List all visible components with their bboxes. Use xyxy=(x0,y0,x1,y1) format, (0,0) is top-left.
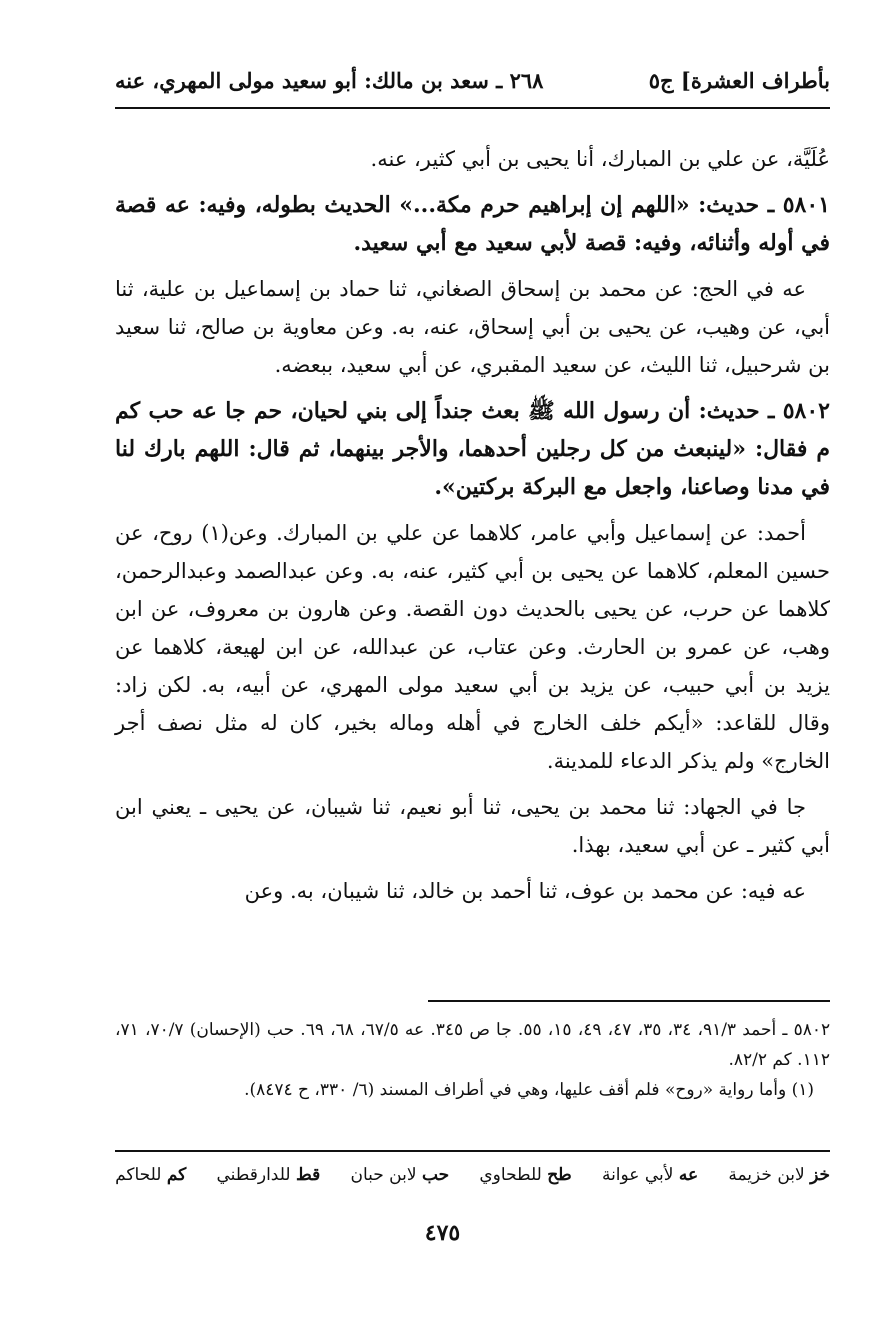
text-paragraph: عه في الحج: عن محمد بن إسحاق الصغاني، ثنا حماد بن إسماعيل بن علية، ثنا أبي، عن وهيب، عن يحيى بن أبي إسحاق، عنه، به. وعن معاوية بن صالح، ثنا سعيد بن شرحبيل، ثنا الليث، عن سعيد المقبري، عن أبي سعيد، ببعضه. xyxy=(115,277,830,377)
page-number: ٤٧٥ xyxy=(424,1220,461,1246)
sigla-item: عه لأبي عوانة xyxy=(601,1165,699,1185)
sigla-divider xyxy=(115,1150,830,1152)
text-paragraph: عه فيه: عن محمد بن عوف، ثنا أحمد بن خالد، ثنا شيبان، به. وعن xyxy=(244,879,806,903)
header-chapter-title: ٢٦٨ ـ سعد بن مالك: أبو سعيد مولى المهري، عنه xyxy=(115,67,544,93)
footnote-references: ٥٨٠٢ ـ أحمد ٩١/٣، ٣٤، ٣٥، ٤٧، ٤٩، ١٥، ٥٥. جا ص ٣٤٥. عه ٦٧/٥، ٦٨، ٦٩. حب (الإحسان) ٧٠/٧، ٧١، ١١٢. كم ٨٢/٢. xyxy=(115,1020,831,1070)
sigla-item: طح للطحاوي xyxy=(479,1165,572,1185)
main-text xyxy=(115,140,830,918)
header-book-title: بأطراف العشرة] ج٥ xyxy=(648,67,830,93)
text-paragraph: أحمد: عن إسماعيل وأبي عامر، كلاهما عن علي بن المبارك. وعن(١) روح، عن حسين المعلم، كلاهما عن يحيى بن أبي كثير، عنه، به. وعن عبدالصمد وعبدالرحمن، كلاهما عن حرب، عن يحيى بالحديث دون القصة. وعن هارون بن معروف، عن ابن وهب، عن عمرو بن الحارث. وعن عتاب، عن عبدالله، عن ابن لهيعة، كلاهما عن يزيد بن أبي حبيب، عن يزيد بن أبي سعيد مولى المهري، عن أبيه، به. لكن زاد: وقال للقاعد: «أيكم خلف الخارج في أهله وماله بخير، كان له مثل نصف أجر الخارج» ولم يذكر الدعاء للمدينة. xyxy=(115,521,830,773)
hadith-entry-5801: ٥٨٠١ ـ حديث: «اللهم إن إبراهيم حرم مكة...» الحديث بطوله، وفيه: عه قصة في أوله وأثنائه، وفيه: قصة لأبي سعيد مع أبي سعيد. xyxy=(115,192,830,256)
footnote-1: (١) وأما رواية «روح» فلم أقف عليها، وهي في أطراف المسند (٦/ ٣٣٠، ح ٨٤٧٤). xyxy=(244,1080,814,1100)
footnote-divider xyxy=(428,1000,830,1002)
text-paragraph: عُلَيَّة، عن علي بن المبارك، أنا يحيى بن أبي كثير، عنه. xyxy=(370,147,830,171)
text-paragraph: جا في الجهاد: ثنا محمد بن يحيى، ثنا أبو نعيم، ثنا شيبان، عن يحيى ـ يعني ابن أبي كثير ـ عن أبي سعيد، بهذا. xyxy=(115,795,830,857)
sigla-item: حب لابن حبان xyxy=(350,1165,450,1185)
running-header xyxy=(115,62,830,98)
hadith-entry-5802: ٥٨٠٢ ـ حديث: أن رسول الله ﷺ بعث جنداً إلى بني لحيان، حم جا عه حب كم م فقال: «لينبعث من كل رجلين أحدهما، والأجر بينهما، ثم قال: اللهم بارك لنا في مدنا وصاعنا، واجعل مع البركة بركتين». xyxy=(115,398,830,500)
sigla-item: كم للحاكم xyxy=(115,1165,187,1185)
header-divider xyxy=(115,107,830,109)
footnotes xyxy=(115,1015,830,1105)
sigla-legend xyxy=(115,1165,830,1185)
sigla-item: خز لابن خزيمة xyxy=(728,1165,830,1185)
sigla-item: قط للدارقطني xyxy=(216,1165,321,1185)
